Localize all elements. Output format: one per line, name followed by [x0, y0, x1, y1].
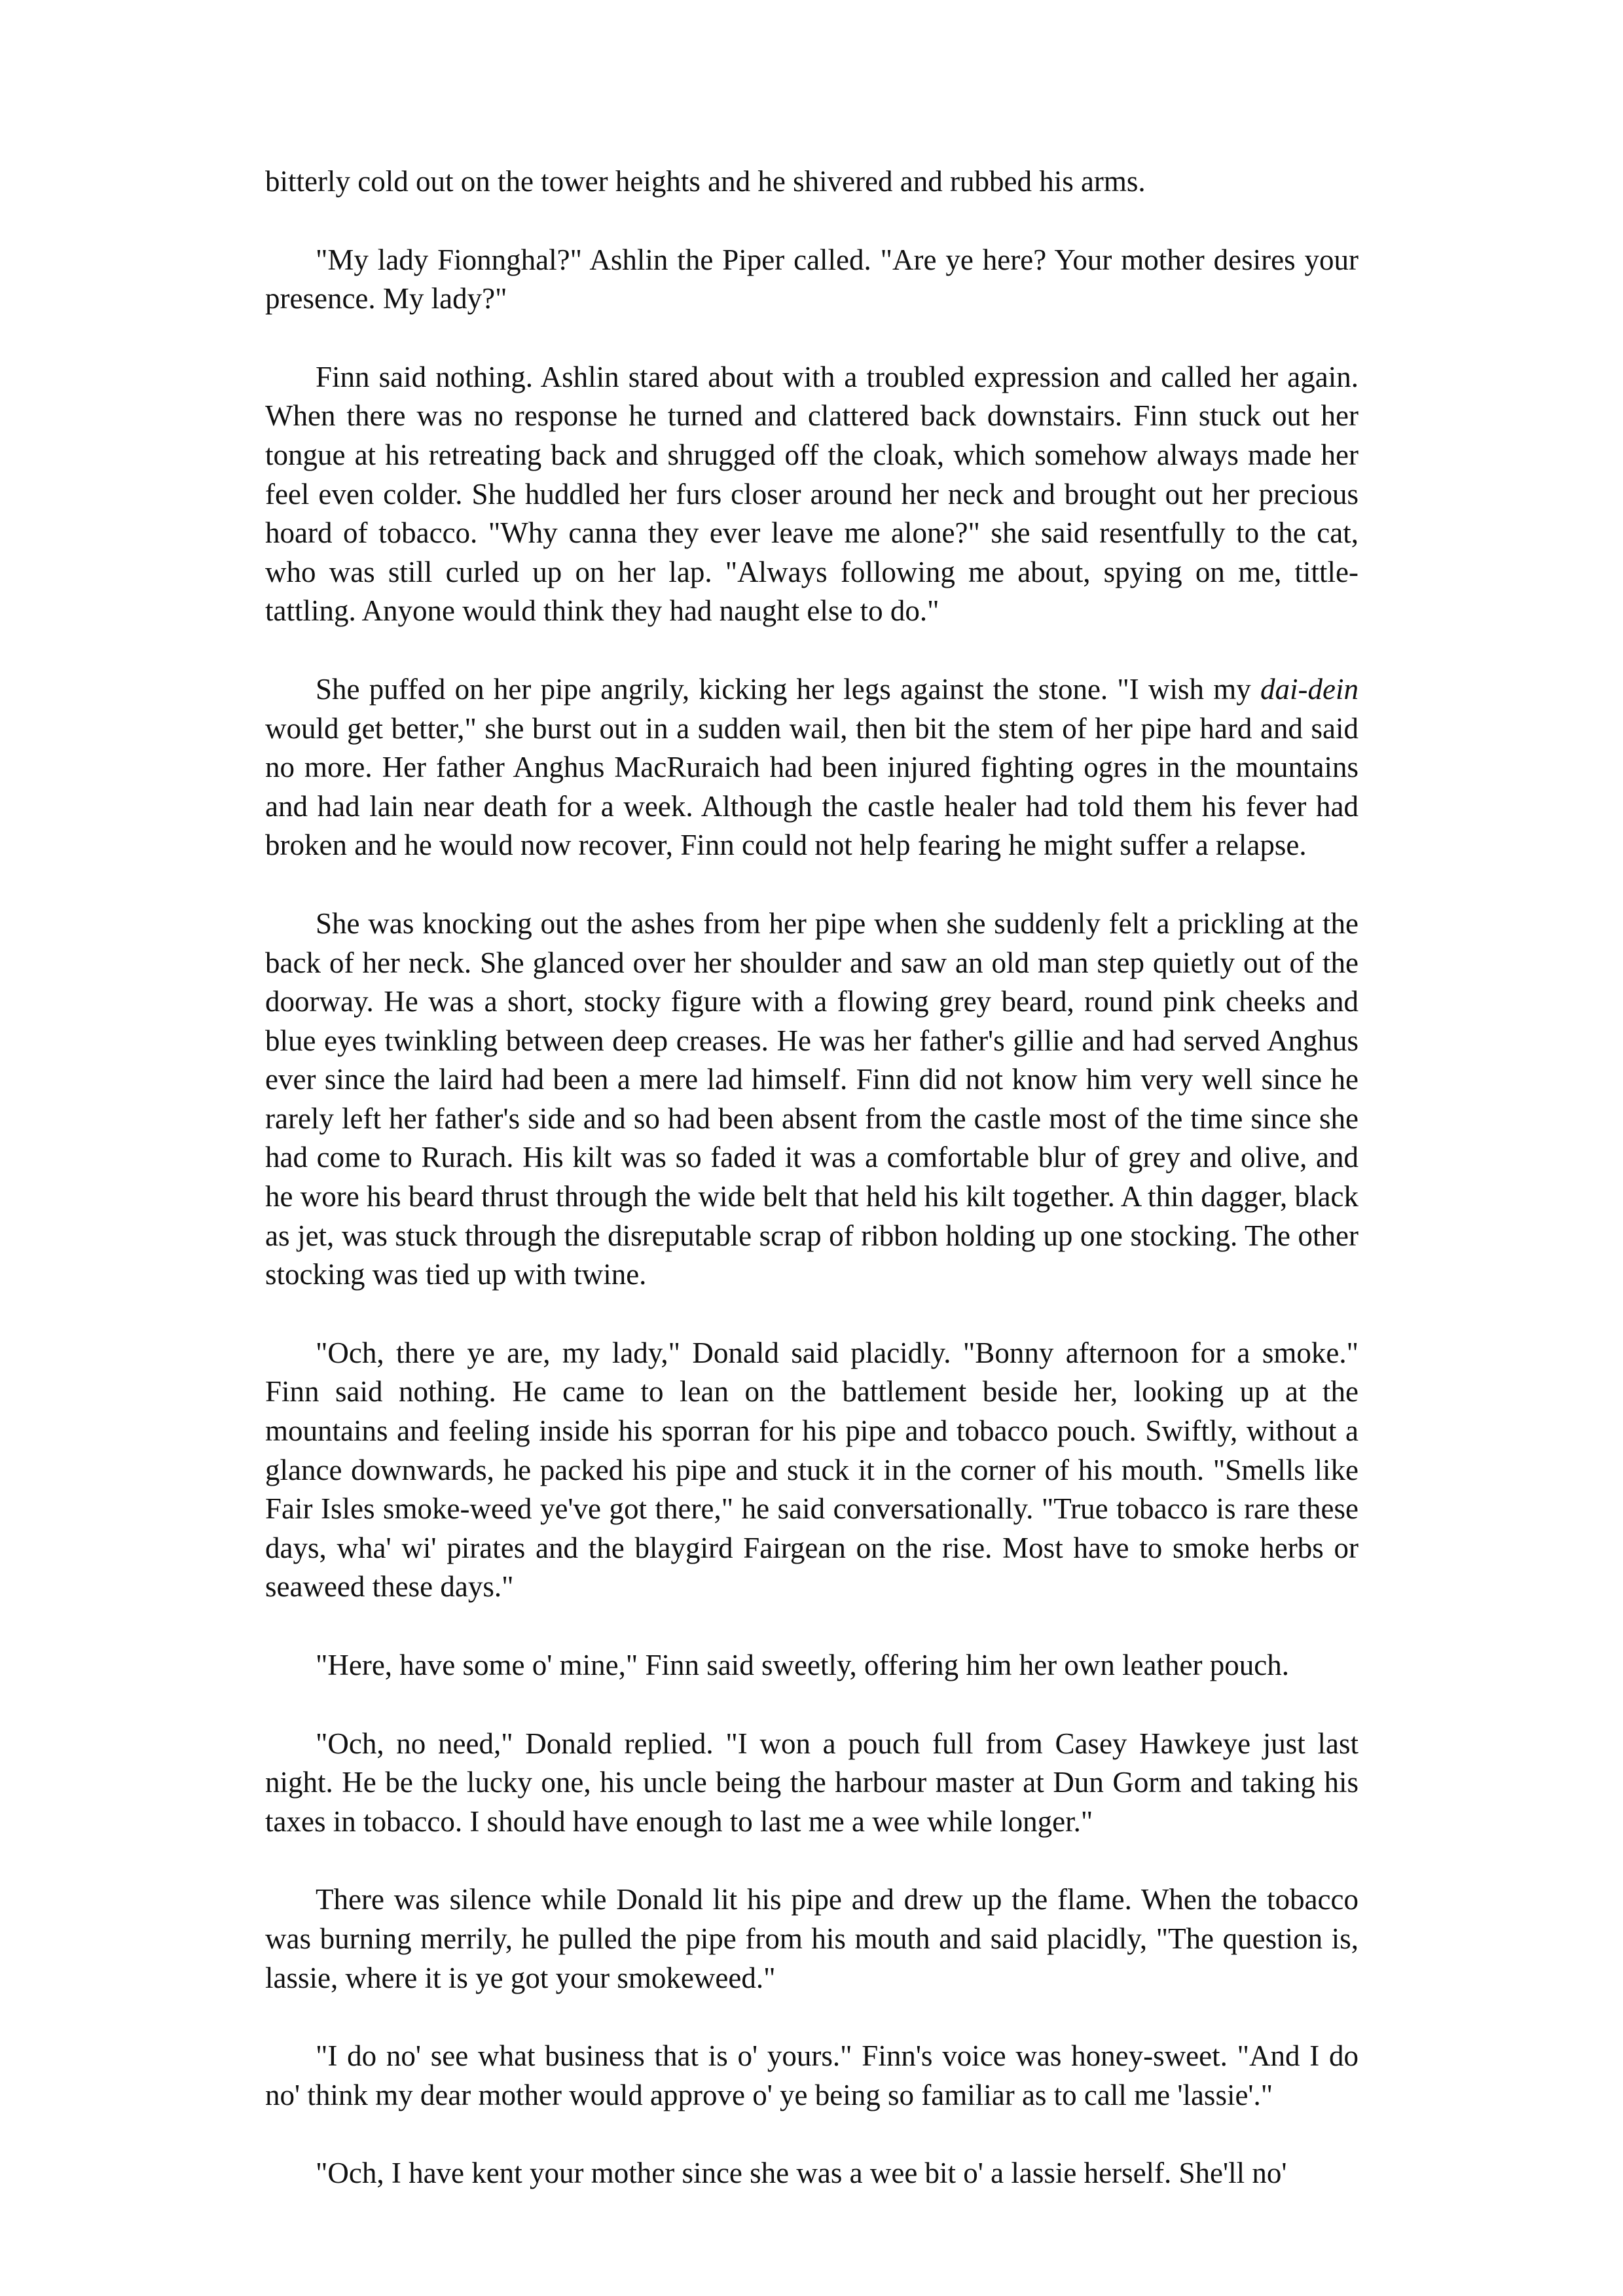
paragraph-5: She was knocking out the ashes from her pipe when she suddenly felt a prickling at the back of her neck. She glanced over her shoulder and saw an old man step quietly out of the doorway. He was a short, stocky figure with a flowing grey beard, round pink cheeks and blue eyes twinkling between deep creases. He was her father's gillie and had served Anghus ever since the laird had been a mere lad himself. Finn did not know him very well since he rarely left her father's side and so had been absent from the castle most of the time since she had come to Rurach. His kilt was so faded it was a comfortable blur of grey and olive, and he wore his beard thrust through the wide belt that held his kilt together. A thin dagger, black as jet, was stuck through the disreputable scrap of ribbon holding up one stocking. The other stocking was tied up with twine.	[265, 906, 1359, 1291]
paragraph-9: There was silence while Donald lit his pipe and drew up the flame. When the tobacco was burning merrily, he pulled the pipe from his mouth and said placidly, "The question is, lassie, where it is ye got your smokeweed."	[265, 1883, 1359, 1994]
page-body	[265, 162, 1359, 2193]
paragraph-4-text-after: would get better," she burst out in a sudden wail, then bit the stem of her pipe hard and said no more. Her father Anghus MacRuraich had been injured fighting ogres in the mountains and had lain near death for a week. Although the castle healer had told them his fever had broken and he would now recover, Finn could not help fearing he might suffer a relapse.	[265, 711, 1359, 862]
paragraph-7: "Here, have some o' mine," Finn said sweetly, offering him her own leather pouch.	[316, 1649, 1289, 1681]
paragraph-3: Finn said nothing. Ashlin stared about with a troubled expression and called her again. When there was no response he turned and clattered back downstairs. Finn stuck out her tongue at his retreating back and shrugged off the cloak, which somehow always made her feel even colder. She huddled her furs closer around her neck and brought out her precious hoard of tobacco. "Why canna they ever leave me alone?" she said resentfully to the cat, who was still curled up on her lap. "Always following me about, spying on me, tittle-tattling. Anyone would think they had naught else to do."	[265, 360, 1359, 628]
paragraph-10: "I do no' see what business that is o' yours." Finn's voice was honey-sweet. "And I do no' think my dear mother would approve o' ye being so familiar as to call me 'lassie'."	[265, 2039, 1359, 2111]
paragraph-4-italic-word: dai-dein	[1260, 672, 1359, 706]
paragraph-4-text-before: She puffed on her pipe angrily, kicking her legs against the stone. "I wish my	[316, 672, 1261, 706]
paragraph-4	[265, 670, 1359, 865]
paragraph-1: bitterly cold out on the tower heights and he shivered and rubbed his arms.	[265, 165, 1146, 198]
paragraph-2: "My lady Fionnghal?" Ashlin the Piper called. "Are ye here? Your mother desires your presence. My lady?"	[265, 243, 1359, 315]
paragraph-6: "Och, there ye are, my lady," Donald said placidly. "Bonny afternoon for a smoke." Finn said nothing. He came to lean on the battlement beside her, looking up at the mountains and feeling inside his sporran for his pipe and tobacco pouch. Swiftly, without a glance downwards, he packed his pipe and stuck it in the corner of his mouth. "Smells like Fair Isles smoke-weed ye've got there," he said conversationally. "True tobacco is rare these days, wha' wi' pirates and the blaygird Fairgean on the rise. Most have to smoke herbs or seaweed these days."	[265, 1336, 1359, 1604]
paragraph-8: "Och, no need," Donald replied. "I won a pouch full from Casey Hawkeye just last night. He be the lucky one, his uncle being the harbour master at Dun Gorm and taking his taxes in tobacco. I should have enough to last me a wee while longer."	[265, 1727, 1359, 1838]
paragraph-11: "Och, I have kent your mother since she was a wee bit o' a lassie herself. She'll no'	[316, 2157, 1287, 2190]
